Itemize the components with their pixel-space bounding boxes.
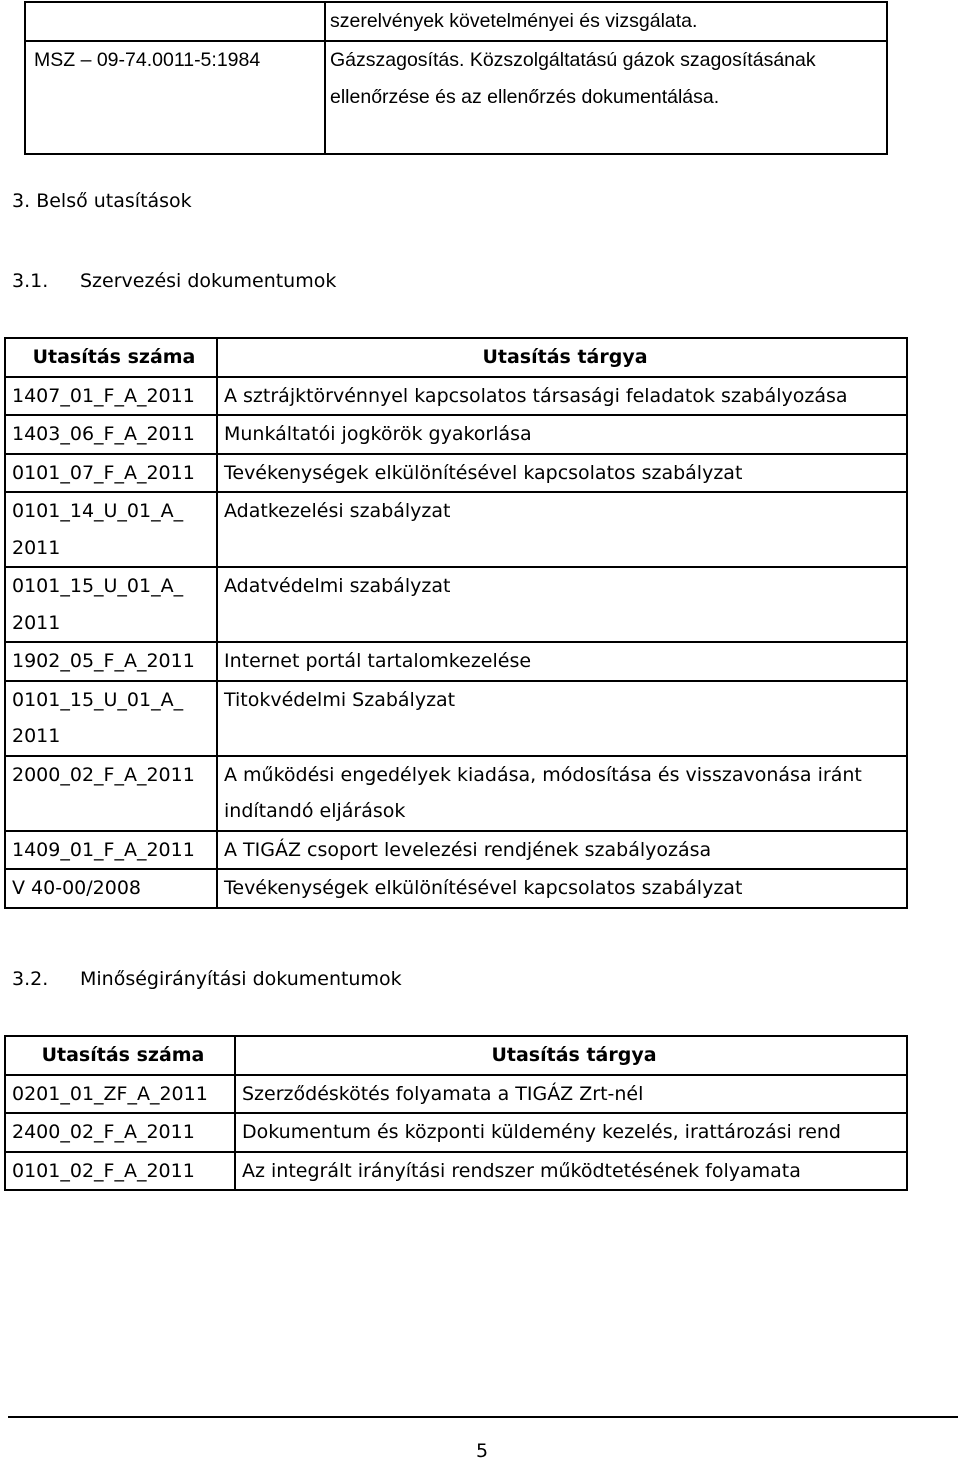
table-row	[5, 1152, 907, 1191]
standard-description-line: Gázszagosítás. Közszolgáltatású gázok szagosításának	[330, 49, 816, 71]
instruction-number-line: 1902_05_F_A_2011	[12, 650, 195, 672]
page-number: 5	[476, 1440, 489, 1462]
standard-description-line: szerelvények követelményei és vizsgálata.	[330, 10, 698, 32]
instruction-subject	[217, 869, 907, 908]
instruction-subject-line: Szerződéskötés folyamata a TIGÁZ Zrt-nél	[242, 1082, 644, 1105]
standard-description-line	[330, 116, 886, 153]
table-row	[5, 567, 907, 642]
instruction-subject	[217, 681, 907, 756]
instruction-subject	[217, 492, 907, 567]
instruction-subject-line: Adatkezelési szabályzat	[224, 500, 451, 522]
instruction-subject-line: A működési engedélyek kiadása, módosítása és visszavonása iránt	[224, 763, 862, 786]
table-row	[5, 454, 907, 493]
instruction-number-line: 2011	[12, 536, 61, 559]
instruction-subject	[217, 642, 907, 681]
quality-documents-body	[5, 1036, 907, 1190]
instruction-subject-line: A TIGÁZ csoport levelezési rendjének szabályozása	[224, 838, 712, 861]
instruction-subject	[217, 454, 907, 493]
standards-table	[24, 1, 888, 155]
instruction-number-line: 0101_15_U_01_A_	[12, 575, 184, 597]
section-3-2-title: Minőségirányítási dokumentumok	[80, 968, 402, 990]
instruction-number	[5, 1152, 235, 1191]
instruction-number	[5, 492, 217, 567]
instruction-number-line: 0101_07_F_A_2011	[12, 461, 195, 484]
instruction-subject-line: indítandó eljárások	[224, 800, 406, 822]
section-3-1-heading	[12, 270, 336, 292]
instruction-number	[5, 642, 217, 681]
instruction-number-line: 0201_01_ZF_A_2011	[12, 1082, 208, 1105]
instruction-number-line: 2011	[12, 611, 61, 634]
table-row	[5, 377, 907, 416]
section-3-1-title: Szervezési dokumentumok	[80, 270, 337, 292]
table-row	[5, 492, 907, 567]
table-row	[5, 1075, 907, 1114]
instruction-number	[5, 756, 217, 831]
instruction-subject-line: Munkáltatói jogkörök gyakorlása	[224, 423, 532, 445]
instruction-subject-line: Az integrált irányítási rendszer működtetésének folyamata	[242, 1159, 801, 1182]
instruction-number	[5, 869, 217, 908]
section-3-title: Belső utasítások	[36, 190, 192, 212]
instruction-number	[5, 1113, 235, 1152]
instruction-number	[5, 567, 217, 642]
organizational-documents-body	[5, 338, 907, 908]
instruction-subject	[217, 831, 907, 870]
instruction-subject-line: Titokvédelmi Szabályzat	[224, 688, 456, 711]
instruction-number-line: 2011	[12, 725, 61, 747]
instruction-number-line: 1407_01_F_A_2011	[12, 384, 195, 407]
standard-description	[325, 41, 887, 154]
table-row	[5, 756, 907, 831]
instruction-subject	[235, 1113, 907, 1152]
header-instruction-number: Utasítás száma	[5, 338, 217, 377]
instruction-number	[5, 1075, 235, 1114]
instruction-subject-line: Adatvédelmi szabályzat	[224, 575, 451, 597]
section-3-2-number: 3.2.	[12, 968, 49, 990]
instruction-number-line: 1403_06_F_A_2011	[12, 423, 195, 445]
standards-table-body	[25, 2, 887, 154]
instruction-number-line: 2000_02_F_A_2011	[12, 763, 195, 786]
section-3-number: 3.	[12, 190, 31, 212]
instruction-subject-line: Dokumentum és központi küldemény kezelés, irattározási rend	[242, 1121, 841, 1143]
standard-description	[325, 2, 887, 41]
instruction-subject	[235, 1075, 907, 1114]
instruction-number	[5, 377, 217, 416]
table-row	[5, 1113, 907, 1152]
section-3-heading	[12, 190, 192, 212]
table-header-row	[5, 1036, 907, 1075]
instruction-subject-line: Tevékenységek elkülönítésével kapcsolatos szabályzat	[224, 461, 743, 484]
section-3-2-heading	[12, 968, 402, 990]
instruction-subject-line: Internet portál tartalomkezelése	[224, 650, 532, 672]
instruction-subject	[217, 567, 907, 642]
instruction-subject-line: A sztrájktörvénnyel kapcsolatos társasági feladatok szabályozása	[224, 384, 848, 407]
table-row	[5, 415, 907, 454]
standard-row	[25, 41, 887, 154]
instruction-subject	[217, 756, 907, 831]
footer-divider	[8, 1416, 958, 1418]
quality-documents-table	[4, 1035, 908, 1191]
standard-code: MSZ – 09-74.0011-5:1984	[25, 41, 325, 154]
table-row	[5, 681, 907, 756]
section-3-1-number: 3.1.	[12, 270, 49, 292]
header-instruction-subject: Utasítás tárgya	[217, 338, 907, 377]
standard-code	[25, 2, 325, 41]
instruction-number-line: 0101_15_U_01_A_	[12, 688, 184, 711]
table-row	[5, 869, 907, 908]
instruction-number	[5, 415, 217, 454]
table-row	[5, 831, 907, 870]
instruction-number	[5, 454, 217, 493]
instruction-number-line: V 40-00/2008	[12, 877, 142, 899]
table-row	[5, 642, 907, 681]
instruction-number	[5, 681, 217, 756]
header-instruction-subject: Utasítás tárgya	[235, 1036, 907, 1075]
instruction-subject-line: Tevékenységek elkülönítésével kapcsolatos szabályzat	[224, 877, 743, 899]
instruction-subject	[235, 1152, 907, 1191]
standard-description-line: ellenőrzése és az ellenőrzés dokumentálása.	[330, 86, 720, 108]
instruction-number-line: 0101_02_F_A_2011	[12, 1159, 195, 1182]
instruction-subject	[217, 415, 907, 454]
instruction-number-line: 0101_14_U_01_A_	[12, 500, 184, 522]
table-header-row	[5, 338, 907, 377]
standard-row	[25, 2, 887, 41]
header-instruction-number: Utasítás száma	[5, 1036, 235, 1075]
organizational-documents-table	[4, 337, 908, 909]
instruction-number-line: 1409_01_F_A_2011	[12, 838, 195, 861]
instruction-subject	[217, 377, 907, 416]
instruction-number-line: 2400_02_F_A_2011	[12, 1121, 195, 1143]
instruction-number	[5, 831, 217, 870]
